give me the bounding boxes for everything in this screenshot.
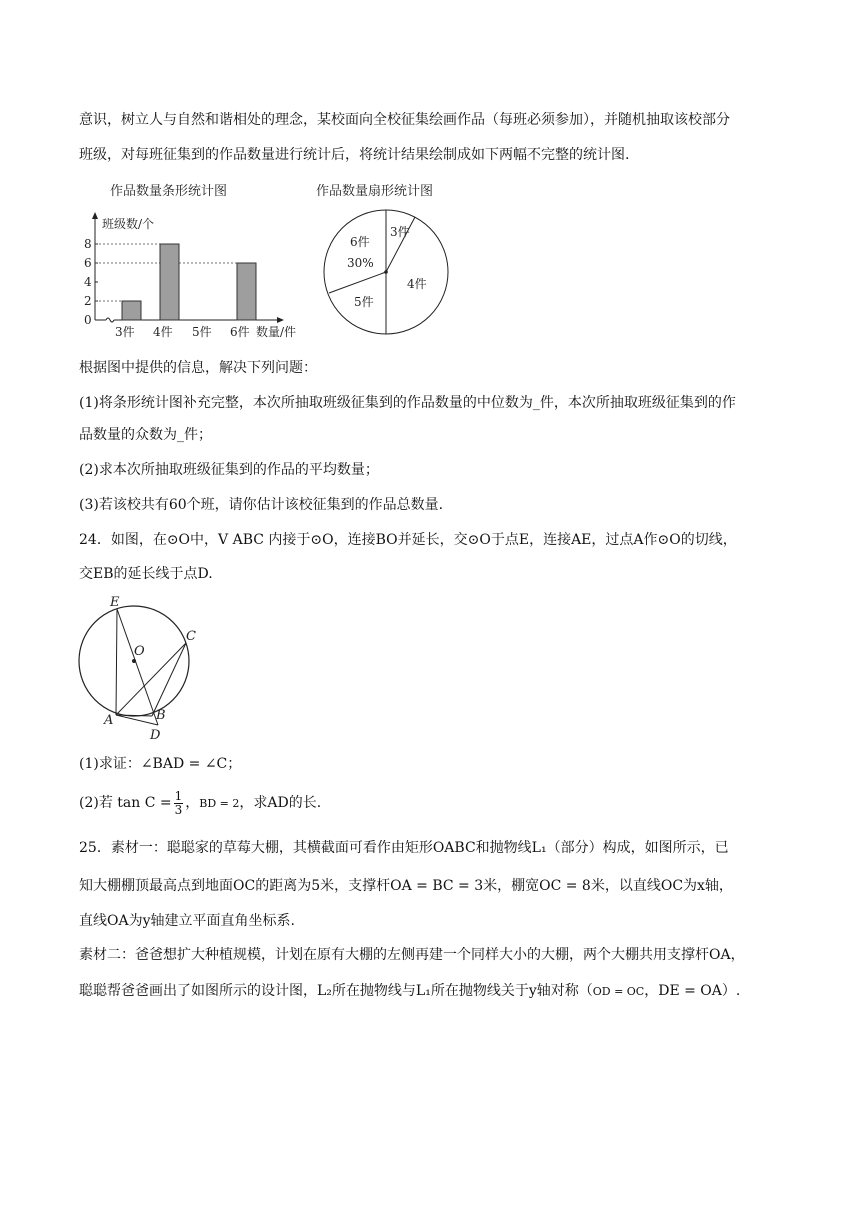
label-o: O	[134, 644, 145, 659]
x-axis-label: 数量/件	[256, 325, 297, 339]
fraction-numerator: 1	[174, 788, 183, 803]
x-tick-label: 3件	[115, 325, 135, 339]
label-e: E	[110, 595, 120, 610]
y-axis-label: 班级数/个	[102, 217, 155, 231]
y-axis-arrow	[92, 212, 98, 219]
pie-label-3: 3件	[390, 225, 410, 239]
line-bc	[152, 643, 186, 716]
q24-part1: (1)求证：∠BAD = ∠C；	[79, 756, 242, 772]
pie-divider-5	[329, 272, 386, 293]
label-d: D	[150, 728, 161, 743]
q24-part2-pre: (2)若 tan C =	[79, 795, 172, 811]
bar-chart	[78, 178, 328, 347]
label-c: C	[186, 629, 196, 644]
q24-part2-sep: ，	[185, 795, 200, 811]
y-tick-label: 4	[84, 275, 92, 289]
q25-line2: 知大棚棚顶最高点到地面OC的距离为5米，支撑杆OA = BC = 3米，棚宽OC = 8米，以直线OC为x轴，	[79, 878, 733, 894]
pie-label-6: 6件	[350, 235, 370, 249]
intro-line-1: 意识，树立人与自然和谐相处的理念，某校面向全校征集绘画作品（每班必须参加），并随机抽取该校部分	[79, 112, 730, 128]
q24-line2: 交EB的延长线于点D.	[79, 566, 213, 582]
pie-chart	[312, 178, 462, 344]
y-tick-label: 8	[84, 237, 92, 251]
q23-prompt: 根据图中提供的信息，解决下列问题：	[79, 360, 317, 376]
bar-4	[160, 244, 179, 320]
q25-line5	[79, 981, 740, 1002]
y-tick-label: 0	[84, 313, 92, 327]
line-ae	[116, 609, 117, 715]
q23-part3: (3)若该校共有60个班，请你估计该校征集到的作品总数量.	[79, 497, 444, 513]
x-axis-break	[106, 318, 114, 322]
x-tick-label: 5件	[192, 325, 212, 339]
pie-label-percent: 30%	[347, 256, 374, 270]
x-axis-arrow	[277, 317, 284, 323]
q25-line5-pre: 聪聪帮爸爸画出了如图所示的设计图，L₂所在抛物线与L₁所在抛物线关于y轴对称（	[79, 983, 593, 999]
pie-chart-svg	[312, 178, 462, 340]
circle-figure-svg	[70, 588, 210, 748]
q24-part2-bd: BD = 2	[199, 797, 240, 810]
q25-line5-small: OD = OC	[592, 985, 645, 998]
bar-3	[122, 301, 141, 320]
bar-6	[237, 263, 256, 320]
q25-line1: 25．素材一：聪聪家的草莓大棚，其横截面可看作由矩形OABC和抛物线L₁（部分）构成，如图所示，已	[79, 840, 729, 856]
point-o	[132, 659, 136, 663]
label-a: A	[104, 713, 114, 728]
fraction-denominator: 3	[174, 802, 183, 817]
pie-center	[384, 270, 388, 274]
fraction-one-third	[174, 790, 184, 817]
bar-chart-svg	[78, 178, 328, 343]
label-b: B	[156, 708, 166, 723]
y-tick-label: 6	[84, 256, 92, 270]
q24-line1: 24．如图，在⊙O中，V ABC 内接于⊙O，连接BO并延长，交⊙O于点E，连接AE，过点A作⊙O的切线，	[79, 532, 737, 548]
q24-part2-post: ，求AD的长.	[239, 795, 322, 811]
pie-chart-title: 作品数量扇形统计图	[316, 184, 434, 199]
x-tick-label: 6件	[230, 325, 250, 339]
pie-label-5: 5件	[354, 295, 374, 309]
intro-line-2: 班级，对每班征集到的作品数量进行统计后，将统计结果绘制成如下两幅不完整的统计图.	[79, 147, 630, 163]
q24-part2	[79, 789, 321, 818]
q25-line5-post: ，DE = OA）.	[644, 983, 741, 999]
q23-part1-line1: (1)将条形统计图补充完整，本次所抽取班级征集到的作品数量的中位数为_件，本次所抽取班级征集到的作	[79, 395, 736, 411]
bar-marks	[84, 237, 256, 339]
x-tick-label: 4件	[153, 325, 173, 339]
q23-part2: (2)求本次所抽取班级征集到的作品的平均数量；	[79, 462, 379, 478]
y-tick-label: 2	[84, 294, 92, 308]
bar-chart-title: 作品数量条形统计图	[110, 184, 228, 199]
q23-part1-line2: 品数量的众数为_件；	[79, 427, 212, 443]
q25-line4: 素材二：爸爸想扩大种植规模，计划在原有大棚的左侧再建一个同样大小的大棚，两个大棚共用支撑杆OA，	[79, 947, 745, 963]
q25-line3: 直线OA为y轴建立平面直角坐标系.	[79, 913, 295, 929]
pie-label-4: 4件	[407, 277, 427, 291]
circle-figure	[70, 588, 210, 752]
